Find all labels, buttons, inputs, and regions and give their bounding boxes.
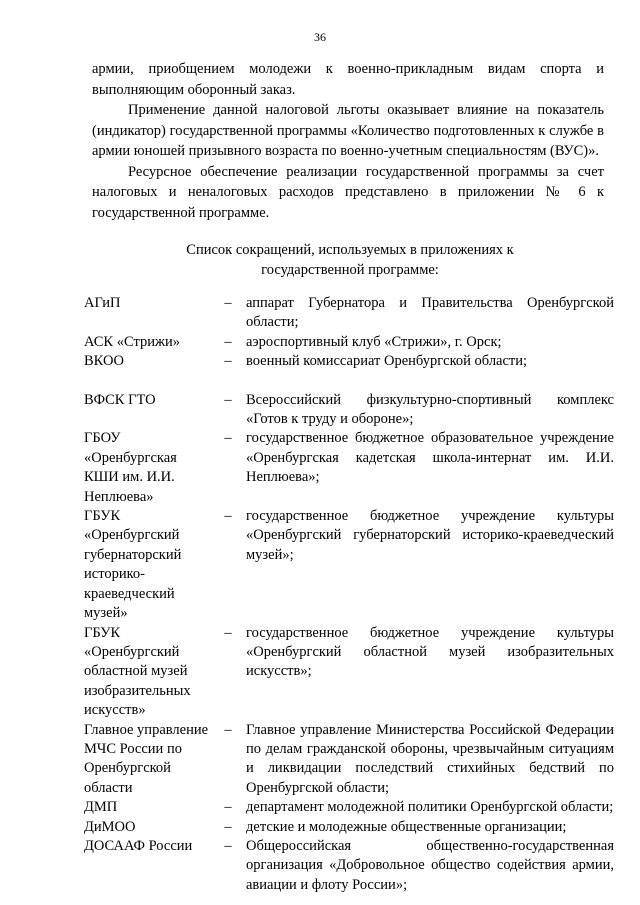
abbreviation-dash: – xyxy=(224,624,232,641)
abbreviation-dash: – xyxy=(224,430,232,447)
abbreviation-row xyxy=(84,294,614,333)
abbreviation-term: АГиП xyxy=(84,295,121,311)
abbreviation-definition: детские и молодежные общественные организации; xyxy=(246,818,567,835)
abbreviation-dash: – xyxy=(224,391,232,408)
abbreviation-definition: Главное управление Министерства Российской Федерации по делам гражданской обороны, чрезвычайным ситуациям и ликвидации последствий стихийных бедствий по Оренбургской области; xyxy=(246,721,614,796)
abbreviation-list-title xyxy=(150,241,550,280)
abbreviation-dash: – xyxy=(224,721,232,738)
abbreviation-row xyxy=(84,798,614,817)
abbreviation-definition: государственное бюджетное образовательное учреждение «Оренбургская кадетская школа-интернат им. И.И. Неплюева»; xyxy=(246,430,614,486)
abbreviation-dash: – xyxy=(224,818,232,835)
abbreviation-definition: Общероссийская общественно-государственная организация «Добровольное общество содействия армии, авиации и флоту России»; xyxy=(246,837,614,893)
abbreviation-dash: – xyxy=(224,508,232,525)
abbreviation-row xyxy=(84,352,614,371)
list-title-line-2: государственной программе: xyxy=(261,261,439,278)
abbreviation-row xyxy=(84,818,614,837)
paragraph-2: Применение данной налоговой льготы оказывает влияние на показатель (индикатор) государственной программы «Количество подготовленных к службе в армии юношей призывного возраста по военно-учетным специальностям (ВУС)». xyxy=(92,102,604,159)
paragraph-1: армии, приобщением молодежи к военно-прикладным видам спорта и выполняющим оборонный заказ. xyxy=(92,61,604,98)
abbreviation-dash: – xyxy=(224,799,232,816)
abbreviation-definition: государственное бюджетное учреждение культуры «Оренбургский губернаторский историко-краеведческий музей»; xyxy=(246,508,614,563)
abbreviation-row xyxy=(84,429,614,507)
abbreviation-row xyxy=(84,333,614,352)
abbreviation-term: Главное управление МЧС России по Оренбургской области xyxy=(84,721,209,796)
abbreviation-row xyxy=(84,721,614,799)
abbreviation-term: ДиМОО xyxy=(84,818,136,835)
abbreviation-definition: государственное бюджетное учреждение культуры «Оренбургский областной музей изобразительных искусств»; xyxy=(246,624,614,680)
abbreviation-definition: Всероссийский физкультурно-спортивный комплекс «Готов к труду и обороне»; xyxy=(246,391,614,428)
abbreviation-dash: – xyxy=(224,295,232,311)
abbreviation-term: ВКОО xyxy=(84,353,124,370)
abbreviation-row xyxy=(84,624,614,721)
abbreviation-row xyxy=(84,507,614,623)
abbreviation-row xyxy=(84,391,614,430)
list-title-line-1: Список сокращений, используемых в приложениях к xyxy=(186,242,514,258)
abbreviation-definition: военный комиссариат Оренбургской области; xyxy=(246,353,528,370)
abbreviation-term: ГБУК «Оренбургский областной музей изобразительных искусств» xyxy=(84,624,191,719)
abbreviation-list xyxy=(84,294,614,895)
paragraph-3: Ресурсное обеспечение реализации государственной программы за счет налоговых и неналоговых расходов представлено в приложении № 6 к государственной программе. xyxy=(92,163,604,221)
abbreviation-term: ГБОУ «Оренбургская КШИ им. И.И. Неплюева» xyxy=(84,430,177,505)
abbreviation-definition: аэроспортивный клуб «Стрижи», г. Орск; xyxy=(246,333,502,350)
abbreviation-term: ГБУК «Оренбургский губернаторский историко-краеведческий музей» xyxy=(84,508,182,622)
body-text xyxy=(92,59,604,223)
page-number: 36 xyxy=(314,30,326,44)
abbreviation-term: АСК «Стрижи» xyxy=(84,333,180,350)
abbreviation-term: ДОСААФ России xyxy=(84,837,193,854)
abbreviation-definition: аппарат Губернатора и Правительства Оренбургской области; xyxy=(246,295,614,331)
abbreviation-term: ВФСК ГТО xyxy=(84,391,156,408)
abbreviation-dash: – xyxy=(224,333,232,350)
abbreviation-dash: – xyxy=(224,837,232,854)
abbreviation-dash: – xyxy=(224,353,232,370)
abbreviation-term: ДМП xyxy=(84,799,118,816)
abbreviation-definition: департамент молодежной политики Оренбургской области; xyxy=(246,799,614,816)
abbreviation-row xyxy=(84,837,614,895)
